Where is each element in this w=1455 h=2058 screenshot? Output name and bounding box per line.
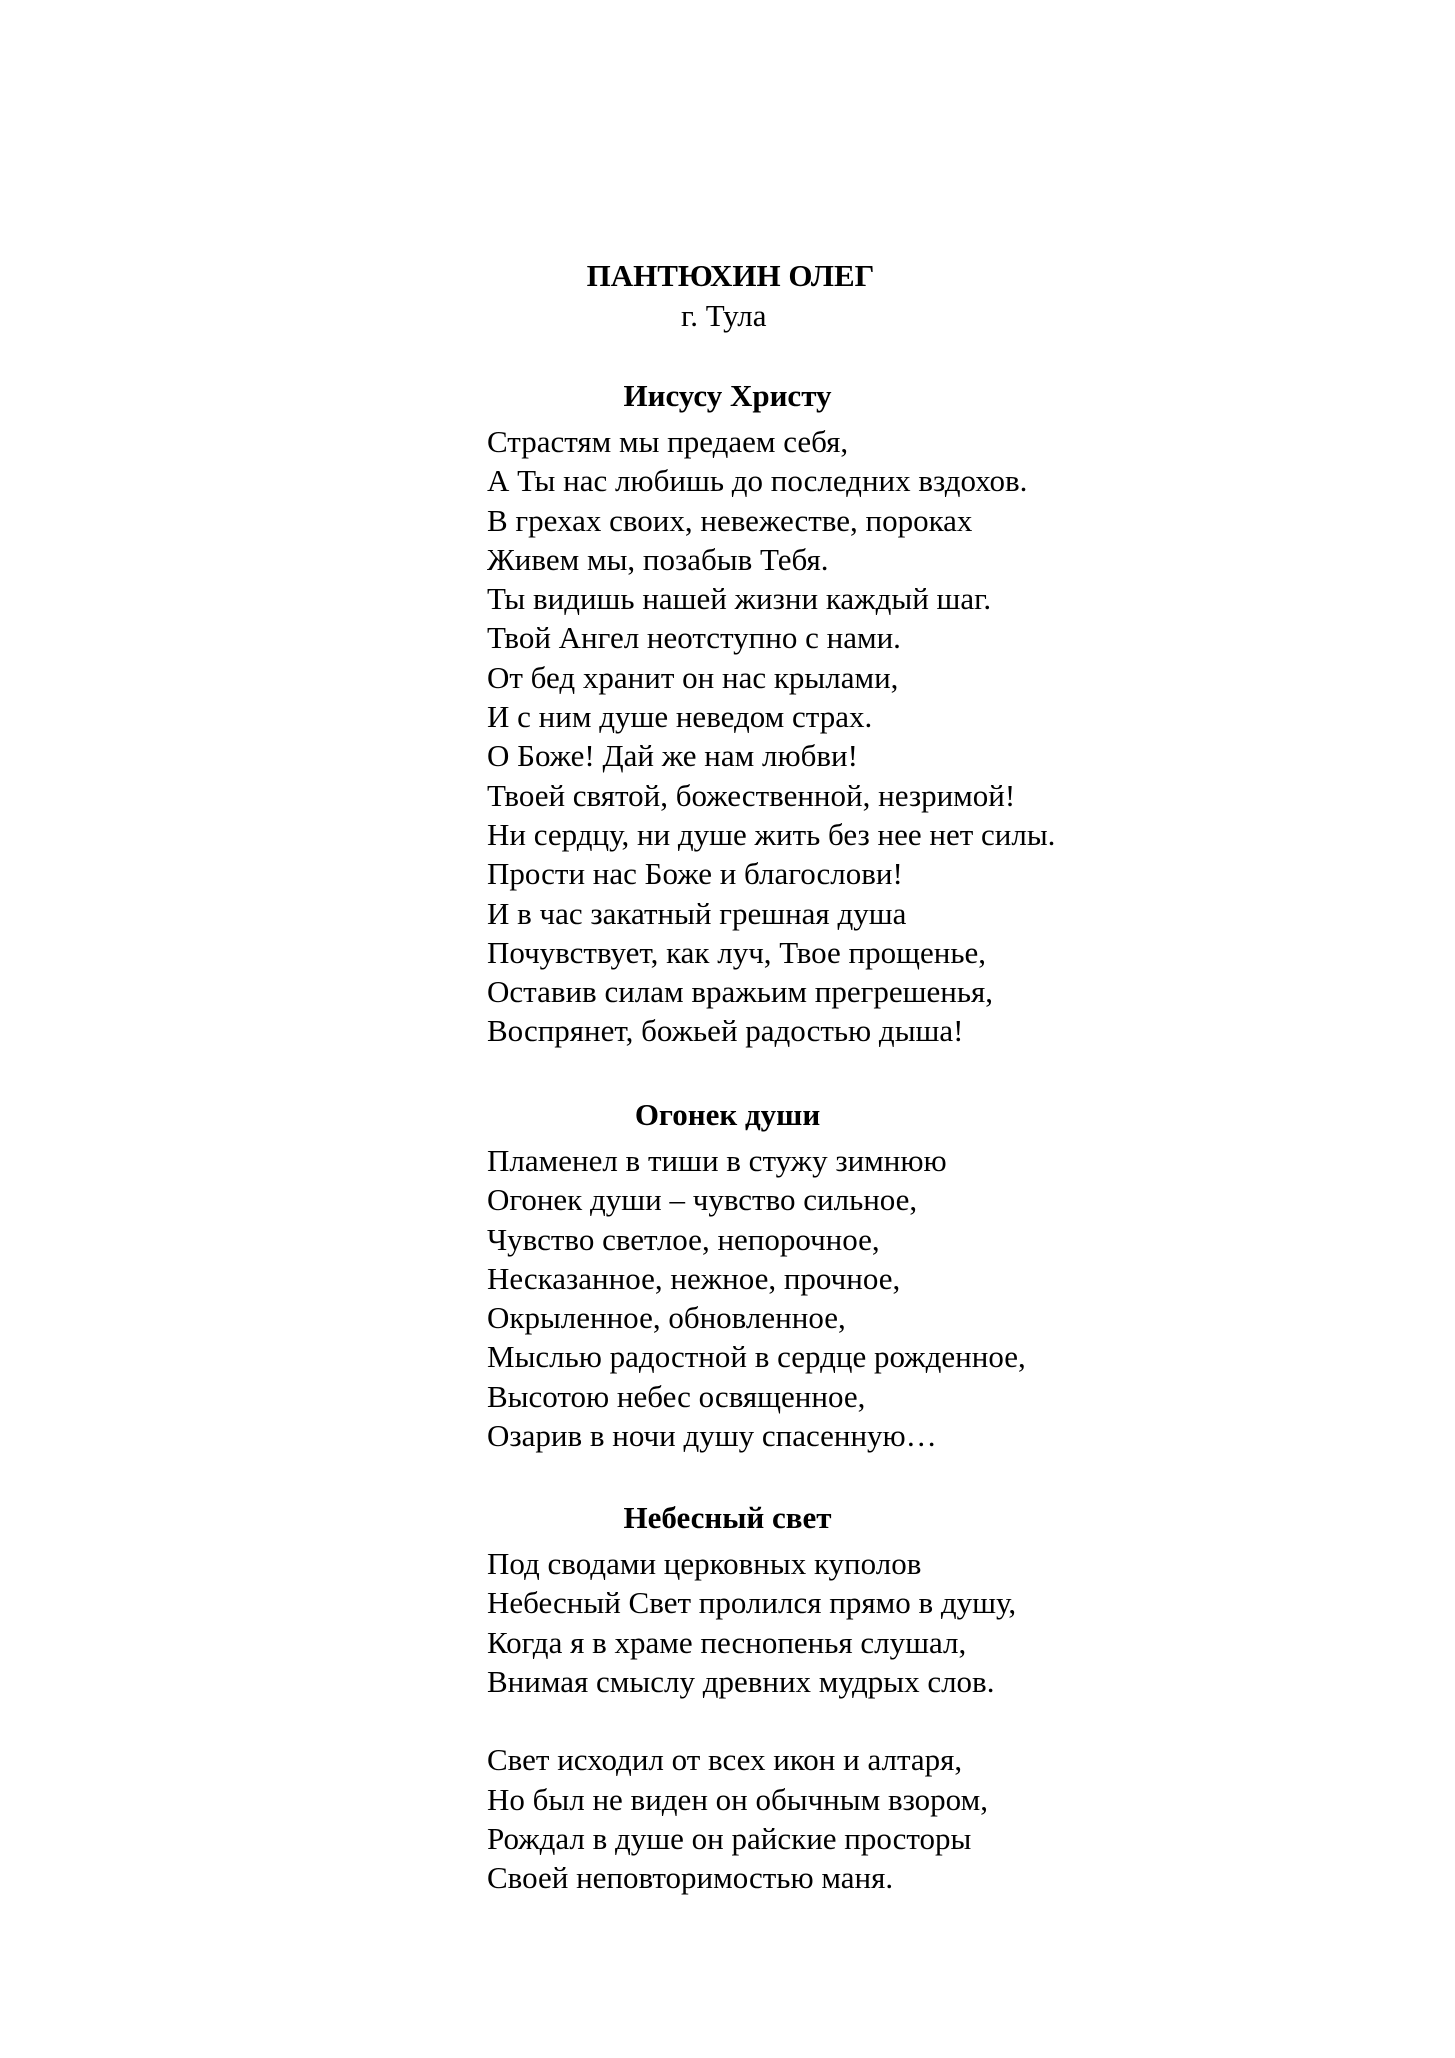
poem-line: И в час закатный грешная душа: [487, 895, 907, 931]
poem-line: Живем мы, позабыв Тебя.: [487, 541, 829, 577]
poem-line: Несказанное, нежное, прочное,: [487, 1260, 901, 1296]
poem-body: [487, 422, 1055, 1051]
poem-line: Чувство светлое, непорочное,: [487, 1221, 880, 1257]
poem-line: Ни сердцу, ни душе жить без нее нет силы.: [487, 816, 1056, 852]
poem-title: Огонек души: [634, 1097, 821, 1132]
poem-body: [487, 1141, 1026, 1455]
poem-line: Почувствует, как луч, Твое прощенье,: [487, 934, 986, 970]
poem-line: Твоей святой, божественной, незримой!: [487, 777, 1016, 813]
poem-line: Страстям мы предаем себя,: [487, 424, 849, 459]
poem-line: Когда я в храме песнопенья слушал,: [487, 1624, 967, 1660]
poem-line: Огонек души – чувство сильное,: [487, 1182, 918, 1218]
poem-title: Небесный свет: [623, 1500, 832, 1535]
poem-line: В грехах своих, невежестве, пороках: [487, 502, 973, 538]
poem-line: Оставив силам вражьим прегрешенья,: [487, 974, 993, 1010]
stanza-break: [487, 1701, 1016, 1740]
poem-line: О Боже! Дай же нам любви!: [487, 738, 858, 774]
poem-line: Но был не виден он обычным взором,: [487, 1781, 988, 1817]
author-city: г. Тула: [681, 298, 767, 333]
poem-line: И с ним душе неведом страх.: [487, 699, 873, 735]
poem-line: Окрыленное, обновленное,: [487, 1300, 846, 1336]
poem-line: Свет исходил от всех икон и алтаря,: [487, 1742, 963, 1778]
poem-line: Внимая смыслу древних мудрых слов.: [487, 1663, 995, 1699]
author-name: ПАНТЮХИН ОЛЕГ: [586, 258, 875, 293]
poem-line: Твой Ангел неотступно с нами.: [487, 620, 901, 656]
poem-line: От бед хранит он нас крылами,: [487, 659, 899, 695]
poem-line: Своей неповторимостью маня.: [487, 1860, 894, 1896]
poem-line: Под сводами церковных куполов: [487, 1546, 922, 1581]
poem-line: А Ты нас любишь до последних вздохов.: [487, 463, 1028, 499]
poem-line: Рождал в душе он райские просторы: [487, 1821, 972, 1857]
poem-line: Ты видишь нашей жизни каждый шаг.: [487, 581, 992, 617]
poem-line: Мыслью радостной в сердце рожденное,: [487, 1339, 1026, 1375]
poem-line: Пламенел в тиши в стужу зимнюю: [487, 1143, 947, 1178]
poem-title: Иисусу Христу: [623, 378, 832, 413]
poem-line: Воспрянет, божьей радостью дыша!: [487, 1013, 964, 1049]
poem-line: Озарив в ночи душу спасенную…: [487, 1418, 937, 1454]
poem-line: Высотою небес освященное,: [487, 1378, 866, 1414]
poem-body: [487, 1544, 1016, 1898]
poem-line: Прости нас Боже и благослови!: [487, 856, 903, 892]
poem-line: Небесный Свет пролился прямо в душу,: [487, 1585, 1017, 1621]
